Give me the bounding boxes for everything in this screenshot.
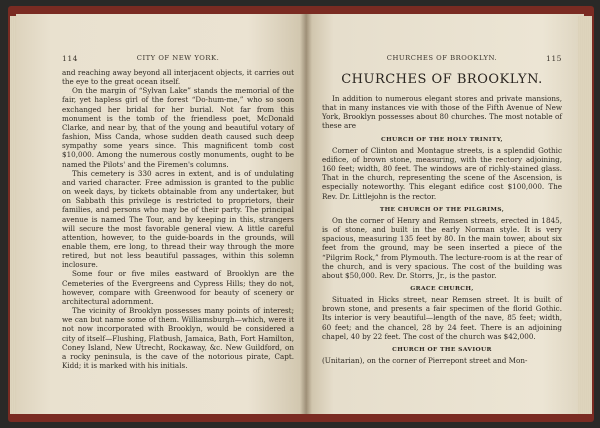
paragraph: This cemetery is 330 acres in extent, and is of undulating and varied character. Free admission is granted to the public on week days, by tickets obtainable from any undertaker, but on Sabbath this privilege is restricted to proprietors, their families, and persons who may be of their party. The principal avenue is named The Tour, and by keeping in this, strangers will secure the most favorable general view. A little careful attention, however, to the guide-boards in the grounds, will enable them, ere long, to thread their way through the more retired, but not less beautiful passages, within this solemn inclosure.	[62, 168, 294, 270]
section-heading: GRACE CHURCH,	[410, 284, 474, 292]
right-page-body	[322, 68, 562, 365]
paragraph: Some four or five miles eastward of Brooklyn are the Cemeteries of the Evergreens and Cypress Hills; they do not, however, compare with Greenwood for beauty of scenery or architectural adornment.	[62, 269, 294, 306]
section-heading: THE CHURCH OF THE PILGRIMS,	[379, 205, 505, 213]
book-gutter	[300, 14, 312, 414]
chapter-title: CHURCHES OF BROOKLYN.	[341, 72, 543, 87]
left-page-number: 114	[62, 54, 78, 63]
section-heading: CHURCH OF THE HOLY TRINITY,	[380, 135, 503, 143]
intro-paragraph: In addition to numerous elegant stores and private mansions, that in many instances vie with those of the Fifth Avenue of New York, Brooklyn possesses about 80 churches. The most notable of these are	[322, 94, 562, 131]
section-heading: CHURCH OF THE SAVIOUR	[392, 345, 492, 353]
left-running-head	[62, 54, 294, 63]
paragraph: On the margin of “Sylvan Lake” stands the memorial of the fair, yet hapless girl of the forest “Do-hum-me,” who so soon exchanged her bridal for her burial. Not far from this monument is the tomb of the friendless poet, McDonald Clarke, and near by, that of the young and beautiful votary of fashion, Miss Canda, whose sudden death caused such deep sympathy some years since. This magnificent tomb cost $10,000. Among the numerous costly monuments, ought to be named the Pilots' and the Firemen's columns.	[62, 86, 294, 169]
section-text: Corner of Clinton and Montague streets, is a splendid Gothic edifice, of brown stone, measuring, with the rectory adjoining, 160 feet; width, 80 feet. The windows are of richly-stained glass. That in the church, representing the scene of the Ascension, is especially noteworthy. This elegant edifice cost $100,000. The Rev. Dr. Littlejohn is the rector.	[322, 145, 562, 201]
section-text: Situated in Hicks street, near Remsen street. It is built of brown stone, and presents a fair specimen of the florid Gothic. Its interior is very beautiful—length of the nave, 85 feet; width, 60 feet; and the chancel, 28 by 24 feet. There is an adjoining chapel, 40 by 22 feet. The cost of the church was $42,000.	[322, 295, 562, 341]
left-page	[16, 14, 306, 414]
section-text: (Unitarian), on the corner of Pierrepont street and Mon-	[322, 356, 528, 366]
paragraph: The vicinity of Brooklyn possesses many points of interest; we can but name some of them. Williamsburgh—which, were it not now incorporated with Brooklyn, would be considered a city of itself—Flushing, Flatbush, Jamaica, Bath, Fort Hamilton, Coney Island, New Utrecht, Rockaway, &c. New Guildford, on a rocky peninsula, is the cave of the notorious pirate, Capt. Kidd; it is marked with his initials.	[62, 306, 294, 370]
left-running-title: CITY OF NEW YORK.	[136, 54, 220, 62]
left-page-body	[62, 68, 294, 370]
paragraph: and reaching away beyond all interjacent objects, it carries out the eye to the great ocean itself.	[62, 68, 294, 87]
right-page	[306, 14, 584, 414]
page-edges-right	[578, 16, 592, 414]
section-text: On the corner of Henry and Remsen streets, erected in 1845, is of stone, and built in the early Norman style. It is very spacious, measuring 135 feet by 80. In the main tower, about six feet from the ground, may be seen inserted a piece of the “Pilgrim Rock,” from Plymouth. The lecture-room is at the rear of the church, and is very spacious. The cost of the building was about $50,000. Rev. Dr. Storrs, Jr., is the pastor.	[322, 215, 562, 280]
right-running-title: CHURCHES OF BROOKLYN.	[386, 54, 498, 62]
right-page-number: 115	[546, 54, 562, 63]
